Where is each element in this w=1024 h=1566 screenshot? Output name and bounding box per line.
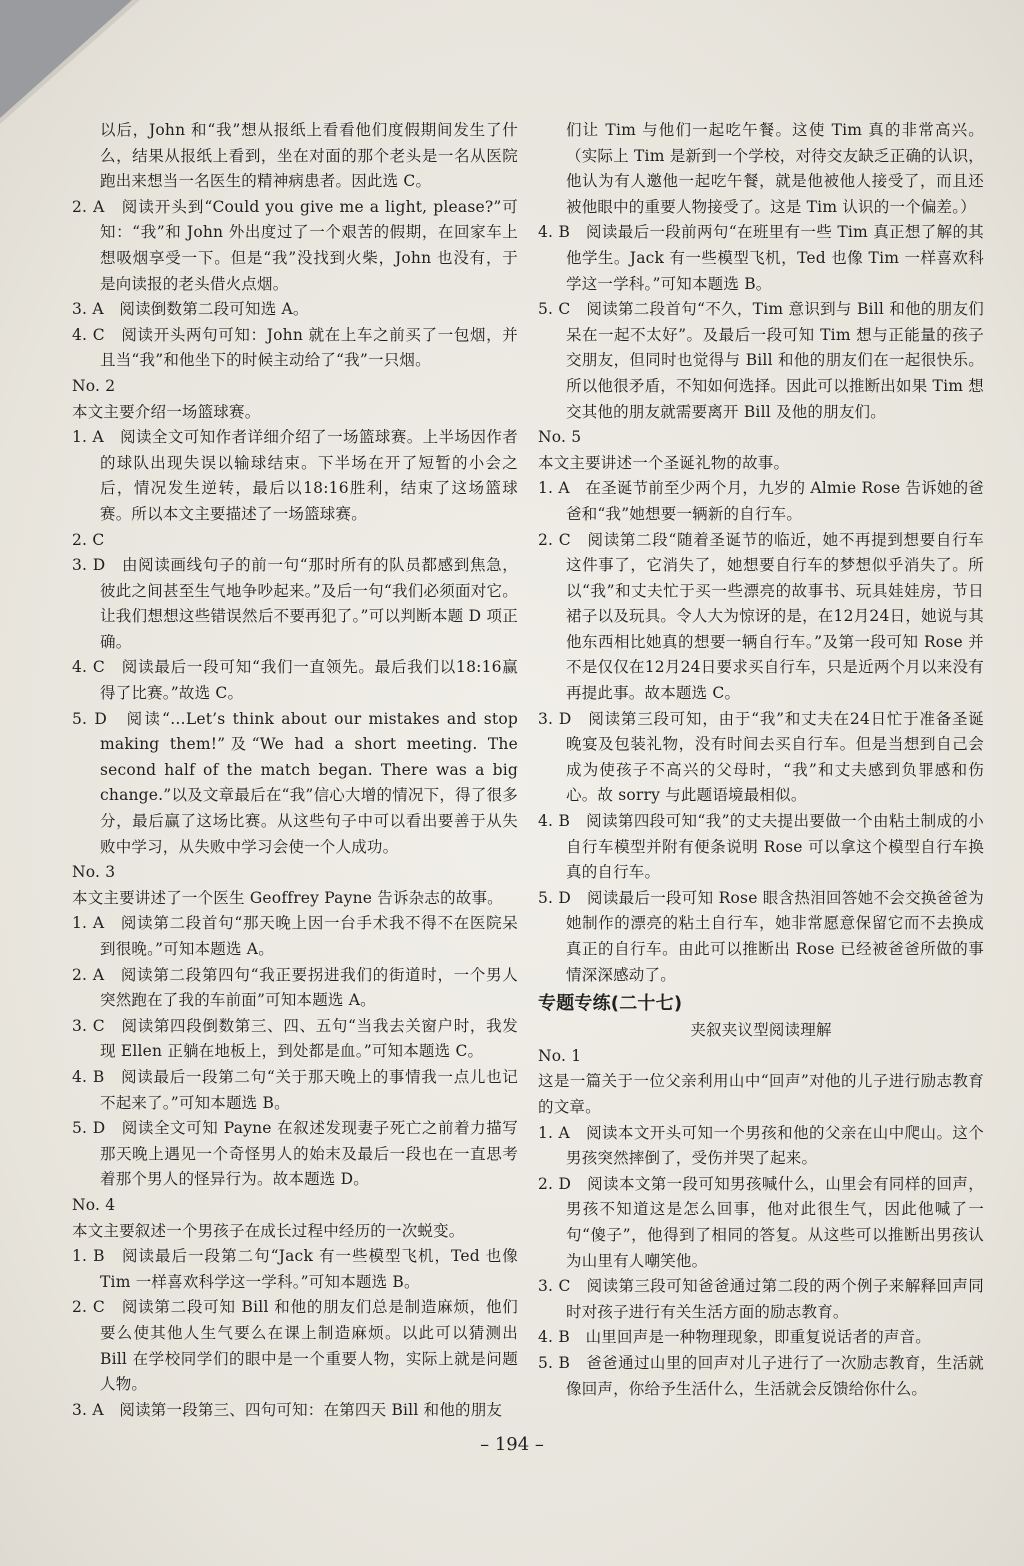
passage-number: No. 5 xyxy=(538,428,582,447)
page-number: – 194 – xyxy=(480,1434,544,1455)
answer-item: 1. B 阅读最后一段第二句“Jack 有一些模型飞机，Ted 也像 Tim 一样喜欢科学这一学科。”可知本题选 B。 xyxy=(72,1247,518,1291)
passage-summary: 本文主要讲述一个圣诞礼物的故事。 xyxy=(538,453,790,472)
answer-item: 1. A 阅读本文开头可知一个男孩和他的父亲在山中爬山。这个男孩突然摔倒了，受伤并哭了起来。 xyxy=(538,1123,984,1168)
passage-summary: 以后，John 和“我”想从报纸上看看他们度假期间发生了什么，结果从报纸上看到，坐在对面的那个老头是一名从医院跑出来想当一名医生的精神病患者。因此选 C。 xyxy=(100,121,518,191)
answer-item: 3. A 阅读第一段第三、四句可知：在第四天 Bill 和他的朋友 xyxy=(72,1400,503,1419)
answer-item: 2. A 阅读开头到“Could you give me a light, please?”可知：“我”和 John 外出度过了一个艰苦的假期，在回家车上想吸烟享受一下。但是“我”没找到火柴，John 也没有，于是向读报的老头借火点烟。 xyxy=(72,197,518,293)
passage-summary: 这是一篇关于一位父亲利用山中“回声”对他的儿子进行励志教育的文章。 xyxy=(538,1072,984,1116)
section-title: 专题专练(二十七) xyxy=(538,993,683,1015)
answer-item: 4. C 阅读开头两句可知：John 就在上车之前买了一包烟，并且当“我”和他坐下的时候主动给了“我”一只烟。 xyxy=(72,325,518,370)
answer-item: 4. B 阅读最后一段第二句“关于那天晚上的事情我一点儿也记不起来了。”可知本题选 B。 xyxy=(72,1067,518,1112)
left-column xyxy=(72,118,518,1423)
right-column xyxy=(538,118,984,1402)
passage-summary: 本文主要讲述了一个医生 Geoffrey Payne 告诉杂志的故事。 xyxy=(72,888,503,907)
answer-item: 5. B 爸爸通过山里的回声对儿子进行了一次励志教育，生活就像回声，你给予生活什么，生活就会反馈给你什么。 xyxy=(538,1353,984,1398)
passage-summary: 们让 Tim 与他们一起吃午餐。这使 Tim 真的非常高兴。（实际上 Tim 是新到一个学校，对待交友缺乏正确的认识，他认为有人邀他一起吃午餐，就是他被他人接受了，而且还被他眼中的重要人物接受了。这是 Tim 认识的一个偏差。） xyxy=(566,121,984,216)
answer-item: 5. D 阅读“…Let’s think about our mistakes and stop making them!”及“We had a short meeting. The second half of the match began. There was a big change.”以及文章最后在“我”信心大增的情况下，得了很多分，最后赢了这场比赛。从这些句子中可以看出要善于从失败中学习，从失败中学习会使一个人成功。 xyxy=(72,709,518,856)
answer-item: 5. D 阅读全文可知 Payne 在叙述发现妻子死亡之前着力描写那天晚上遇见一个奇怪男人的始末及最后一段也在一直思考着那个男人的怪异行为。故本题选 D。 xyxy=(72,1119,518,1189)
answer-item: 3. D 阅读第三段可知，由于“我”和丈夫在24日忙于准备圣诞晚宴及包装礼物，没有时间去买自行车。但是当想到自己会成为使孩子不高兴的父母时，“我”和丈夫感到负罪感和伤心。故 sorry 与此题语境最相似。 xyxy=(538,709,984,805)
answer-item: 1. A 在圣诞节前至少两个月，九岁的 Almie Rose 告诉她的爸爸和“我”她想要一辆新的自行车。 xyxy=(538,479,984,523)
folded-corner xyxy=(0,0,132,118)
passage-summary: 本文主要介绍一场篮球赛。 xyxy=(72,402,261,421)
passage-number: No. 2 xyxy=(72,376,116,395)
answer-item: 2. C 阅读第二段可知 Bill 和他的朋友们总是制造麻烦，他们要么使其他人生气要么在课上制造麻烦。以此可以猜测出 Bill 在学校同学们的眼中是一个重要人物，实际上就是问题人物。 xyxy=(72,1298,518,1394)
section-subtitle: 夹叙夹议型阅读理解 xyxy=(690,1021,832,1040)
passage-number: No. 1 xyxy=(538,1046,582,1065)
answer-item: 3. A 阅读倒数第二段可知选 A。 xyxy=(72,300,309,319)
answer-item: 2. C 阅读第二段“随着圣诞节的临近，她不再提到想要自行车这件事了，它消失了，她想要自行车的梦想似乎消失了。所以“我”和丈夫忙于买一些漂亮的故事书、玩具娃娃房，节日裙子以及玩具。令人大为惊讶的是，在12月24日，她说与其他东西相比她真的想要一辆自行车。”及第一段可知 Rose 并不是仅仅在12月24日要求买自行车，只是近两个月以来没有再提此事。故本题选 C。 xyxy=(538,530,984,703)
answer-item: 5. D 阅读最后一段可知 Rose 眼含热泪回答她不会交换爸爸为她制作的漂亮的粘土自行车，她非常愿意保留它而不去换成真正的自行车。由此可以推断出 Rose 已经被爸爸所做的事情深深感动了。 xyxy=(538,888,984,984)
answer-item: 3. D 由阅读画线句子的前一句“那时所有的队员都感到焦急，彼此之间甚至生气地争吵起来。”及后一句“我们必须面对它。让我们想想这些错误然后不要再犯了。”可以判断本题 D 项正确。 xyxy=(72,556,518,651)
answer-item: 2. C xyxy=(72,530,105,549)
answer-item: 1. A 阅读第二段首句“那天晚上因一台手术我不得不在医院呆到很晚。”可知本题选 A。 xyxy=(72,914,518,958)
answer-item: 4. B 阅读第四段可知“我”的丈夫提出要做一个由粘土制成的小自行车模型并附有便条说明 Rose 可以拿这个模型自行车换真的自行车。 xyxy=(538,812,984,882)
answer-item: 3. C 阅读第三段可知爸爸通过第二段的两个例子来解释回声同时对孩子进行有关生活方面的励志教育。 xyxy=(538,1277,984,1321)
passage-summary: 本文主要叙述一个男孩子在成长过程中经历的一次蜕变。 xyxy=(72,1221,465,1240)
answer-item: 5. C 阅读第二段首句“不久，Tim 意识到与 Bill 和他的朋友们呆在一起不太好”。及最后一段可知 Tim 想与正能量的孩子交朋友，但同时也觉得与 Bill 和他的朋友们在一起很快乐。所以他很矛盾，不知如何选择。因此可以推断出如果 Tim 想交其他的朋友就需要离开 Bill 及他的朋友们。 xyxy=(538,300,984,421)
answer-item: 4. B 山里回声是一种物理现象，即重复说话者的声音。 xyxy=(538,1328,932,1347)
answer-item: 4. B 阅读最后一段前两句“在班里有一些 Tim 真正想了解的其他学生。Jack 有一些模型飞机，Ted 也像 Tim 一样喜欢科学这一学科。”可知本题选 B。 xyxy=(538,223,984,293)
passage-number: No. 4 xyxy=(72,1195,116,1214)
answer-item: 2. A 阅读第二段第四句“我正要拐进我们的街道时，一个男人突然跑在了我的车前面”可知本题选 A。 xyxy=(72,965,518,1010)
answer-item: 1. A 阅读全文可知作者详细介绍了一场篮球赛。上半场因作者的球队出现失误以输球结束。下半场在开了短暂的小会之后，情况发生逆转，最后以18:16胜利，结束了这场篮球赛。所以本文主要描述了一场篮球赛。 xyxy=(72,428,518,523)
answer-item: 2. D 阅读本文第一段可知男孩喊什么，山里会有同样的回声，男孩不知道这是怎么回事，他对此很生气，因此他喊了一句“傻子”，他得到了相同的答复。从这些可以推断出男孩认为山里有人嘲笑他。 xyxy=(538,1174,984,1270)
answer-item: 4. C 阅读最后一段可知“我们一直领先。最后我们以18:16赢得了比赛。”故选 C。 xyxy=(72,658,518,703)
passage-number: No. 3 xyxy=(72,863,116,882)
answer-item: 3. C 阅读第四段倒数第三、四、五句“当我去关窗户时，我发现 Ellen 正躺在地板上，到处都是血。”可知本题选 C。 xyxy=(72,1016,518,1061)
